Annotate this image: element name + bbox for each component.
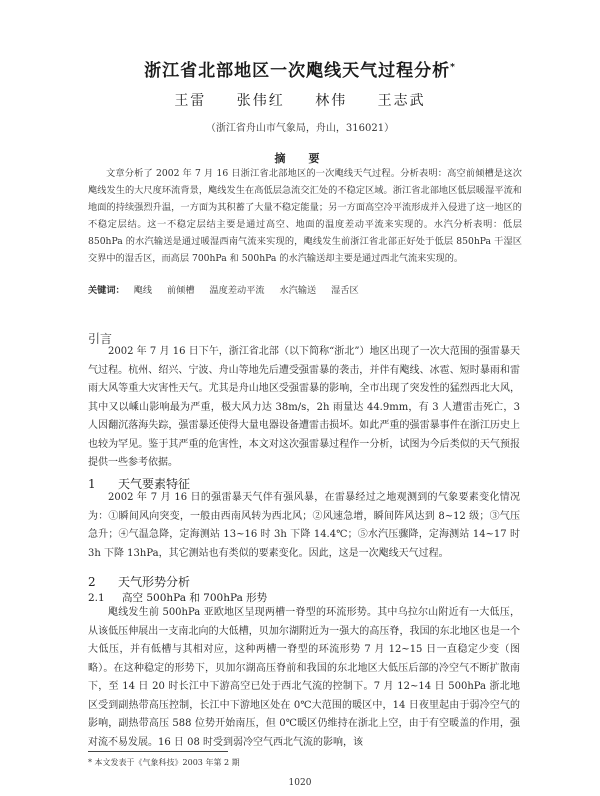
subsection-title: 高空 500hPa 和 700hPa 形势 — [122, 592, 268, 604]
title-text: 浙江省北部地区一次飑线天气过程分析 — [144, 61, 451, 81]
intro-paragraph: 2002 年 7 月 16 日下午，浙江省北部（以下简称“浙北”）地区出现了一次大范围的强雷暴天气过程。杭州、绍兴、宁波、舟山等地先后遭受强雷暴的袭击，并伴有飑线、冰雹、短时暴雨和雷雨大风等重大灾害性天气。尤其是舟山地区受强雷暴的影响，全市出现了突发性的猛烈西北大风，其中又以嵊山影响最为严重，极大风力达 38m/s，2h 雨量达 44.9mm，有 3 人遭雷击死亡，3 人因翻沉落海失踪，强雷暴还使得大量电器设备遭雷击损坏。如此严重的强雷暴事件在浙江历史上也较为罕见。鉴于其严重的危害性，本文对这次强雷暴过程作一分析，试图为今后类似的天气预报提供一些参考依据。 — [88, 346, 520, 468]
abstract-heading: 摘 要 — [274, 152, 326, 165]
footnote: * 本文发表于《气象科技》2003 年第 2 期 — [88, 758, 240, 767]
section-number: 1 — [88, 477, 96, 491]
subsection-number: 2.1 — [88, 592, 105, 604]
keyword: 飑线 — [133, 285, 153, 296]
keyword: 水汽输送 — [279, 285, 317, 296]
keywords — [88, 282, 522, 296]
keyword: 温度差动平流 — [209, 285, 265, 296]
keywords-label: 关键词： — [88, 285, 125, 296]
affiliation: （浙江省舟山市气象局，舟山，316021） — [205, 123, 395, 134]
author-4: 王志武 — [377, 93, 426, 109]
section-number: 2 — [88, 575, 96, 589]
author-list — [0, 90, 600, 110]
subsection-2-1-paragraph: 飑线发生前 500hPa 亚欧地区呈现两槽一脊型的环流形势。其中乌拉尔山附近有一大低压，从该低压伸展出一支南北向的大低槽，贝加尔湖附近为一强大的高压脊，我国的东北地区也是一个大低压，并有低槽与其相对应，这种两槽一脊型的环流形势 7 月 12~15 日一直稳定少变（图略）。在这种稳定的形势下，贝加尔湖高压脊前和我国的东北地区大低压后部的冷空气不断扩散南下，至 14 日 20 时长江中下游高空已处于西北气流的控制下。7 月 12~14 日 500hPa 浙北地区受到副热带高压控制，长江中下游地区处在 0℃大范围的暖区中，14 日夜里起由于弱冷空气的影响，副热带高压 588 位势开始南压，但 0℃暖区仍维持在浙北上空，由于有空暖盖的作用，强对流不易发展。16 日 08 时受到弱冷空气西北气流的影响，该 — [88, 607, 520, 748]
subsection-2-1-heading — [88, 590, 267, 605]
intro-heading: 引言 — [88, 332, 113, 346]
page-number: 1020 — [288, 778, 312, 788]
keyword: 前倾槽 — [166, 285, 195, 296]
paper-title — [0, 56, 600, 81]
abstract-text: 文章分析了 2002 年 7 月 16 日浙江省北部地区的一次飑线天气过程。分析表明：高空前倾槽是这次飑线发生的大尺度环流背景，飑线发生在高低层急流交汇处的不稳定区域。浙江省北部地区低层暖湿平流和地面的持续强烈升温，一方面为其积蓄了大量不稳定能量；另一方面高空冷平流形成并入侵进了这一地区的不稳定层结。这一不稳定层结主要是通过高空、地面的温度差动平流来实现的。水汽分析表明：低层 850hPa 的水汽输送是通过暖湿西南气流来实现的，飑线发生前浙江省北部正好处于低层 850hPa 干湿区交界中的湿舌区，而高层 700hPa 和 500hPa 的水汽输送却主要是通过西北气流来实现的。 — [88, 168, 522, 264]
author-3: 林伟 — [315, 93, 348, 109]
title-footnote-mark: * — [450, 62, 456, 73]
section-title: 天气形势分析 — [118, 575, 191, 589]
keyword: 湿舌区 — [331, 285, 359, 296]
author-1: 王雷 — [174, 93, 207, 109]
author-2: 张伟红 — [236, 93, 285, 109]
section-1-paragraph: 2002 年 7 月 16 日的强雷暴天气伴有强风暴，在雷暴经过之地观测到的气象要素变化情况为：①瞬间风向突变，一般由西南风转为西北风；②风速急增，瞬间阵风达到 8~12 级；③气压急升；④气温急降，定海测站 13~16 时 3h 下降 14.4℃；⑤水汽压骤降，定海测站 14~17 时 3h 下降 13hPa，其它测站也有类似的要素变化。因此，这是一次飑线天气过程。 — [88, 492, 520, 559]
section-title: 天气要素特征 — [118, 477, 191, 491]
section-2-heading — [88, 573, 190, 590]
footnote-divider — [88, 751, 228, 752]
